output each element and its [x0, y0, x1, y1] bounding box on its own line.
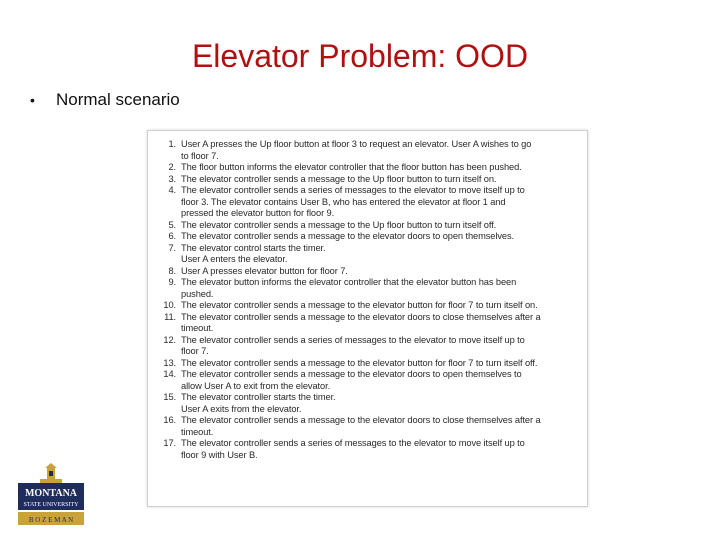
step-text: timeout. [181, 323, 214, 333]
step-text: The elevator controller sends a series of messages to the elevator to move itself up to [181, 438, 525, 448]
step-text: The elevator controller sends a message to the elevator button for floor 7 to turn itself on. [181, 300, 538, 310]
logo-line3: B O Z E M A N [28, 516, 74, 524]
montana-state-logo [18, 463, 84, 525]
step-text: floor 3. The elevator contains User B, who has entered the elevator at floor 1 and [181, 196, 506, 207]
step-text: The elevator control starts the timer. [181, 242, 326, 253]
scenario-line [158, 174, 582, 186]
scenario-line [158, 197, 582, 209]
step-text: The elevator controller sends a series of messages to the elevator to move itself up to [181, 334, 525, 345]
step-number [158, 450, 181, 462]
step-number: 2. [168, 162, 176, 172]
step-number [158, 197, 181, 209]
step-number: 11. [164, 311, 176, 322]
scenario-line [158, 185, 582, 197]
step-text: floor 9 with User B. [181, 449, 258, 460]
step-number [158, 208, 181, 220]
step-text: The elevator controller sends a message to the Up floor button to turn itself on. [181, 173, 497, 184]
scenario-line [158, 369, 582, 381]
step-text: timeout. [181, 426, 214, 437]
step-number: 14. [163, 369, 176, 379]
step-number: 5. [168, 219, 176, 230]
step-text: floor 7. [181, 346, 209, 356]
scenario-line [158, 162, 582, 174]
scenario-line [158, 450, 582, 462]
step-number: 3. [168, 173, 176, 184]
step-number: 15. [163, 392, 176, 402]
step-number: 16. [163, 415, 176, 425]
step-number: 10. [163, 300, 176, 310]
scenario-line [158, 151, 582, 163]
step-text: The elevator controller starts the timer. [181, 392, 336, 402]
step-text: User A presses the Up floor button at floor 3 to request an elevator. User A wishes to go [181, 139, 532, 149]
step-text: to floor 7. [181, 150, 219, 161]
slide-title: Elevator Problem: OOD [191, 38, 529, 74]
scenario-line [158, 335, 582, 347]
step-text: The elevator button informs the elevator controller that the elevator button has been [181, 277, 517, 287]
step-number: 4. [168, 185, 176, 195]
step-text: pressed the elevator button for floor 9. [181, 208, 335, 218]
scenario-line [158, 438, 582, 450]
step-number [158, 254, 181, 266]
step-text: The elevator controller sends a message to the elevator doors to close themselves after a [181, 415, 541, 425]
step-number: 12. [163, 334, 176, 345]
scenario-line [158, 266, 582, 278]
scenario-line [158, 392, 582, 404]
step-number [158, 427, 181, 439]
step-number: 1. [168, 139, 176, 149]
scenario-steps-list [158, 139, 582, 461]
step-text: allow User A to exit from the elevator. [181, 380, 331, 391]
step-number [158, 346, 181, 358]
scenario-line [158, 139, 582, 151]
scenario-line [158, 277, 582, 289]
scenario-line [158, 220, 582, 232]
step-number: 9. [168, 277, 176, 287]
scenario-line [158, 300, 582, 312]
scenario-line [158, 358, 582, 370]
step-text: pushed. [181, 288, 214, 299]
step-number [158, 289, 181, 301]
scenario-line [158, 312, 582, 324]
step-text: The elevator controller sends a message to the elevator doors to open themselves to [181, 369, 522, 379]
step-number [158, 381, 181, 393]
step-text: The elevator controller sends a series of messages to the elevator to move itself up to [181, 185, 525, 195]
step-number: 13. [163, 357, 176, 368]
step-number [158, 151, 181, 163]
scenario-image [147, 130, 588, 507]
logo-line1: MONTANA [24, 488, 78, 499]
scenario-line [158, 346, 582, 358]
scenario-line [158, 289, 582, 301]
step-number [158, 404, 181, 416]
step-number: 17. [163, 438, 176, 448]
step-text: The elevator controller sends a message to the elevator doors to close themselves after a [181, 311, 541, 322]
scenario-line [158, 415, 582, 427]
step-text: User A exits from the elevator. [181, 403, 302, 414]
bullet-item [30, 88, 180, 112]
step-text: The floor button informs the elevator controller that the floor button has been pushed. [181, 162, 522, 172]
step-text: The elevator controller sends a message to the elevator button for floor 7 to turn itself off. [181, 357, 538, 368]
logo-line2: STATE UNIVERSITY [23, 502, 79, 508]
scenario-line [158, 323, 582, 335]
step-number: 7. [168, 242, 176, 253]
step-text: User A presses elevator button for floor 7. [181, 265, 348, 276]
scenario-line [158, 381, 582, 393]
step-number [158, 323, 181, 335]
step-number: 6. [168, 231, 176, 241]
step-text: User A enters the elevator. [181, 254, 288, 264]
step-text: The elevator controller sends a message to the elevator doors to open themselves. [181, 231, 514, 241]
scenario-line [158, 254, 582, 266]
step-number: 8. [168, 265, 176, 276]
step-text: The elevator controller sends a message to the Up floor button to turn itself off. [181, 219, 497, 230]
bullet-text: Normal scenario [56, 90, 180, 109]
scenario-line [158, 427, 582, 439]
scenario-line [158, 208, 582, 220]
scenario-line [158, 243, 582, 255]
scenario-line [158, 404, 582, 416]
scenario-line [158, 231, 582, 243]
bullet-dot-icon: • [30, 92, 35, 108]
